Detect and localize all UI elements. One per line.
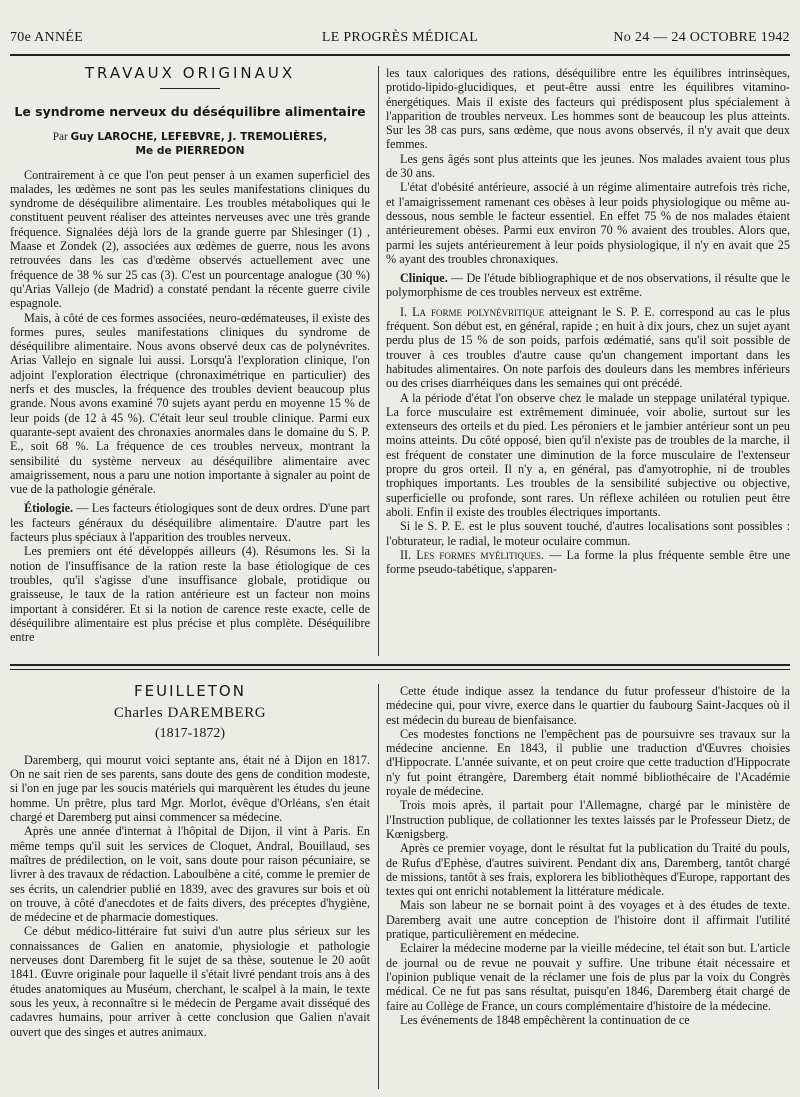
- article-title: Le syndrome nerveux du déséquilibre alimentaire: [14, 104, 366, 120]
- header-journal-title: LE PROGRÈS MÉDICAL: [321, 30, 479, 45]
- paragraph: Daremberg, qui mourut voici septante ans, était né à Dijon en 1817. On ne sait rien de ses parents, sans doute des gens de condition modeste, si l'on en juge par les soucis matériels qui marquèrent les études du jeune homme. Un prêtre, plus tard Mgr. Morlot, évêque d'Orléans, s'en était chargé et Daremberg put ainsi commencer sa médecine.: [10, 752, 370, 825]
- paragraph: L'état d'obésité antérieure, associé à un régime alimentaire autrefois très riche, et l'amaigrissement ramenant ces obèses à leur poids physiologique ou même au-dessous, nous semble le facteur essentiel. En effet 75 % de nos malades étaient antérieurement obèses. Parmi eux environ 70 % avaient des troubles. Alors que, parmi les sujets antérieurement à leur poids physiologique, il n'y en avait que 25 % ayant des troubles chronaxiques.: [386, 180, 790, 266]
- title-divider: [160, 88, 220, 89]
- clinique-text: — De l'étude bibliographique et de nos observations, il résulte que le polymorphisme de ces troubles nerveux est extrême.: [386, 271, 790, 300]
- forme-poly-text: atteignant le S. P. E. correspond au cas le plus fréquent. Son début est, en général, rapide ; en huit à dix jours, chez un sujet ayant perdu plus de 15 % de son poids, parfois œdématié, sans qu'il soit possible de trouver à ces troubles d'autre cause qu'un changement important dans les habitudes alimentaires. On note parfois des douleurs dans les membres inférieurs ou des crises diarrhéiques dans les semaines qui ont précédé.: [386, 304, 790, 391]
- paragraph: Mais son labeur ne se bornait point à des voyages et à des études de texte. Daremberg avait une autre conception de l'histoire dont il affirmait l'utilité pratique, particulièrement en médecine.: [386, 898, 790, 942]
- paragraph: Contrairement à ce que l'on peut penser à un examen superficiel des malades, les œdèmes ne sont pas les seules manifestations cliniques du syndrome de déséquilibre alimentaire. Les troubles métaboliques qui le constituent peuvent réaliser des atteintes nerveuses avec une très grande fréquence. Signalées déjà lors de la grande guerre par Shlesinger (1) , Maase et Zondek (2), associées aux œdèmes de guerre, nous les avons retrouvées dans les cas d'œdème observés actuellement avec une fréquence de 38 % sur 25 cas (3). C'est un pourcentage analogue (30 %) qu'Arias Vallejo (de Madrid) a constaté pendant la récente guerre civile espagnole.: [10, 167, 370, 311]
- paragraph: Après ce premier voyage, dont le résultat fut la publication du Traité du pouls, de Rufus d'Ephèse, d'autres suivirent. Pendant dix ans, Daremberg, tantôt chargé de missions, tantôt à ses frais, explorera les bibliothèques d'Europe, rapportant des textes qui ont enrichi notablement la littérature médicale.: [386, 841, 790, 899]
- paragraph-formes-myelitiques: [386, 548, 790, 577]
- paragraph-clinique: [386, 271, 790, 300]
- paragraph-forme-polynevritique: [386, 305, 790, 391]
- clinique-label: Clinique.: [400, 271, 448, 286]
- forme-mye-text: — La forme la plus fréquente semble être une forme pseudo-tabétique, s'apparen-: [386, 547, 790, 577]
- feuilleton-subject-dates: (1817-1872): [155, 725, 225, 741]
- paragraph-etiologie: [10, 501, 370, 544]
- paragraph: Ce début médico-littéraire fut suivi d'un autre plus sérieux sur les connaissances de Galien en anatomie, physiologie et pathologie nerveuses dont Daremberg fit le sujet de sa thèse, soutenue le 20 août 1841. Œuvre originale pour laquelle il s'était livré pendant trois ans à des études anatomiques au Muséum, cherchant, le scalpel à la main, le texte sous les yeux, à reconnaître si le médecin de Pergame avait disséqué des cadavres humains, pour arriver à cette conclusion que Galien n'avait ouvert que des singes et autres animaux.: [10, 924, 370, 1039]
- paragraph: Mais, à côté de ces formes associées, neuro-œdémateuses, il existe des formes pures, seules manifestations cliniques du syndrome de déséquilibre alimentaire. Nous avons observé deux cas de polynévrites. Arias Vallejo en signale lui aussi. Lorsqu'à l'exploration clinique, l'on adjoint l'exploration électrique (chronaximétrique en particulier) des nerfs et des muscles, la fréquence des troubles devient beaucoup plus grande. Nous avons examiné 70 sujets ayant perdu en moyenne 15 % de leur poids (de 12 à 45 %). C'était leur seul trouble clinique. Parmi eux quarante-sept avaient des chronaxies anormales dans le domaine du S. P. E., soit 68 %. La fréquence de ces troubles nerveux, montrant la sensibilité du système nerveux au déséquilibre alimentaire avec amaigrissement, nous a paru une notion importante à signaler au point de vue de la pathologie générale.: [10, 310, 370, 497]
- paragraph: Les gens âgés sont plus atteints que les jeunes. Nos malades avaient tous plus de 30 ans.: [386, 151, 790, 181]
- feuilleton-subject-name: Charles DAREMBERG: [113, 705, 267, 722]
- paragraph: Cette étude indique assez la tendance du futur professeur d'histoire de la médecine qui, pour vivre, exerce dans le quartier du faubourg Saint-Jacques où il est médecin du bureau de bienfaisance.: [386, 684, 790, 727]
- paragraph: Les événements de 1848 empêchèrent la continuation de ce: [400, 1012, 690, 1027]
- forme-poly-label: I. La forme polynévritique: [400, 304, 545, 319]
- forme-mye-label: II. Les formes myélitiques.: [400, 547, 545, 562]
- feuilleton-rule-bottom: [10, 669, 790, 670]
- authors-names: Guy LAROCHE, LEFEBVRE, J. TREMOLIÈRES,: [70, 130, 328, 143]
- header-edition: 70e ANNÉE: [10, 30, 84, 45]
- header-issue-date: No 24 — 24 OCTOBRE 1942: [613, 30, 790, 45]
- paragraph: Après une année d'internat à l'hôpital de Dijon, il vint à Paris. En même temps qu'il suit les services de Cloquet, Andral, Bouillaud, ses maîtres de prédilection, on le voit, sans doute pour raison pécuniaire, se livrer à des travaux de rédaction. Laboulbène a cité, comme le premier de ses écrits, un calendrier publié en 1839, avec des gravures sur bois et où on trouve, à côté d'anecdotes et de faits divers, des préceptes d'hygiène, de médecine et de pharmacie domestiques.: [10, 824, 370, 925]
- article-right-column: [386, 66, 790, 656]
- feuilleton-column-divider: [378, 684, 379, 1089]
- paragraph: les taux caloriques des rations, déséquilibre entre les équilibres intrinsèques, protido-lipido-glucidiques, et peut-être aussi entre les équilibres vitamino-énergétiques. Mais il existe des facteurs qui prédisposent plus spécialement à l'apparition de troubles nerveux. Les hommes sont de beaucoup les plus atteints. Sur les 38 cas purs, sans œdème, que nous avons observés, il n'y avait que deux femmes.: [386, 66, 790, 152]
- paragraph: Si le S. P. E. est le plus souvent touché, d'autres localisations sont possibles : l'obturateur, le radial, le moteur oculaire commun.: [386, 519, 790, 548]
- article-left-column: [10, 66, 370, 656]
- header-rule: [10, 54, 790, 56]
- paragraph: Trois mois après, il partait pour l'Allemagne, chargé par le ministère de l'Instruction publique, de collationner les textes laissés par le Professeur Dietz, de Kœnigsberg.: [386, 798, 790, 841]
- etiologie-text: — Les facteurs étiologiques sont de deux ordres. D'une part les facteurs généraux du déséquilibre alimentaire. D'autre part les facteurs plus spéciaux à l'apparition des troubles nerveux.: [10, 501, 370, 545]
- feuilleton-left-column: [10, 684, 370, 1089]
- authors-prefix: Par: [52, 130, 68, 143]
- column-divider: [378, 66, 379, 656]
- paragraph: Eclairer la médecine moderne par la vieille médecine, tel était son but. L'article de journal ou de revue ne pouvait y suffire. Une tribune était nécessaire et l'opinion publique venait de la réclamer une fois de plus par la voix du Congrès médical. Ce ne fut pas sans résultat, puisqu'en 1846, Daremberg était chargé de faire au Collège de France, un cours complémentaire d'histoire de la médecine.: [386, 941, 790, 1013]
- page-header: [10, 30, 790, 50]
- paragraph: Les premiers ont été développés ailleurs (4). Résumons les. Si la notion de l'insuffisance de la ration reste la base étiologique de ces troubles, qu'il s'agisse d'une insuffisance globale, protidique ou graisseuse, le taux de la ration antérieure est un facteur non moins important à considérer. Et si la notion de carence reste exacte, celle de déséquilibre alimentaire est plus précise et plus complète. Déséquilibre entre: [10, 544, 370, 645]
- paragraph: A la période d'état l'on observe chez le malade un steppage unilatéral typique. La force musculaire est extrêmement diminuée, voir abolie, surtout sur les extenseurs des orteils et du pied. Les péroniers et le jambier antérieur sont un peu moins atteints. Du côté opposé, bien qu'il n'existe pas de troubles de la marche, il est fréquent de constater une diminution de la force musculaire de l'extenseur propre du gros orteil. Il n'y a, en général, pas d'amyotrophie, ni de troubles trophiques importants. Les troubles de la sensibilité subjective ou objective, superficielle ou profonde, sont rares. Un réflexe achiléen ou rotulien peut être aboli. Enfin il existe des troubles électriques importants.: [386, 390, 790, 519]
- feuilleton-right-column: [386, 684, 790, 1089]
- section-title: TRAVAUX ORIGINAUX: [84, 66, 296, 82]
- paragraph: Ces modestes fonctions ne l'empêchent pas de poursuivre ses travaux sur la médecine ancienne. En 1843, il publie une traduction d'Œuvres choisies d'Hippocrate. L'année suivante, et on peut croire que cette traduction d'Hippocrate n'y fut point étrangère, Daremberg était nommé bibliothécaire de l'Académie royale de médecine.: [386, 726, 790, 799]
- feuilleton-rule-top: [10, 664, 790, 666]
- etiologie-label: Étiologie.: [24, 501, 74, 516]
- feuilleton-title: FEUILLETON: [134, 684, 246, 700]
- authors-names-line2: Me de PIERREDON: [135, 144, 245, 157]
- article-authors: [10, 130, 370, 158]
